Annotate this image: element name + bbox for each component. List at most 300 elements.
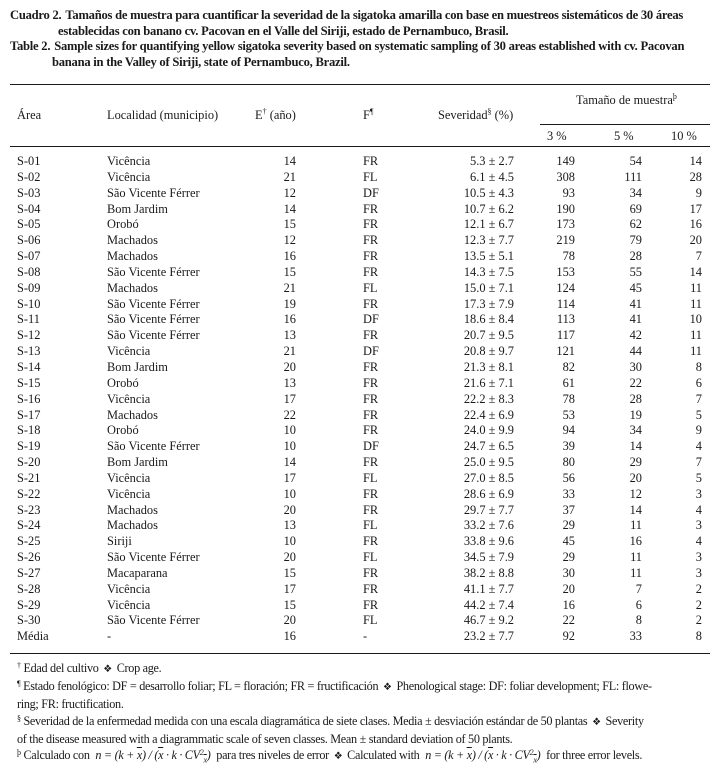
cell-age: 17 [283, 581, 296, 596]
cell-area: S-18 [17, 423, 41, 438]
cell-n3: 93 [562, 185, 575, 200]
header-sample-group: Tamaño de muestra$^þ$ [576, 92, 677, 107]
cell-locality: Machados [107, 233, 158, 248]
cell-locality: Machados [107, 249, 158, 264]
cell-area: S-17 [17, 407, 41, 422]
cell-locality: Vicência [107, 391, 151, 406]
cell-n3: 124 [556, 280, 575, 295]
table-row [0, 249, 716, 265]
cell-age: 10 [283, 534, 296, 549]
cell-locality: Bom Jardim [107, 359, 168, 374]
diamond-separator-icon: ❖ [592, 716, 601, 728]
cell-area: S-21 [17, 470, 41, 485]
sample-size-formula: $n = (k + \overline{x}) / (\overline{x} \cdot k \cdot CV^2_{\overline{x}})$ [425, 748, 541, 765]
cell-n10: 11 [690, 296, 702, 311]
cell-n5: 69 [629, 201, 642, 216]
cell-locality: São Vicente Férrer [107, 312, 200, 327]
cell-n3: 94 [562, 423, 575, 438]
section-mark: § [487, 107, 492, 116]
cell-area: S-22 [17, 486, 41, 501]
table-row [0, 582, 716, 598]
cell-age: 19 [283, 296, 296, 311]
cell-n5: 41 [629, 312, 642, 327]
cell-age: 10 [283, 439, 296, 454]
cell-n10: 4 [695, 502, 702, 517]
cell-severity: 20.7 ± 9.5 [463, 328, 514, 343]
cell-n5: 19 [629, 407, 642, 422]
cell-n10: 7 [695, 455, 702, 470]
cell-n3: 39 [562, 439, 575, 454]
table-row-mean [0, 629, 716, 645]
table-caption [10, 8, 710, 70]
cell-locality: Vicência [107, 154, 151, 168]
cell-locality: Orobó [107, 423, 139, 438]
cell-severity: 41.1 ± 7.7 [463, 581, 514, 596]
cell-severity: 27.0 ± 8.5 [463, 470, 514, 485]
cell-n5: 28 [629, 391, 642, 406]
cell-age: 20 [283, 502, 296, 517]
cell-locality: São Vicente Férrer [107, 550, 200, 565]
table-row [0, 487, 716, 503]
cell-severity: 28.6 ± 6.9 [463, 486, 514, 501]
cell-n5: 111 [624, 169, 642, 184]
cell-stage: FR [363, 233, 379, 248]
cell-severity: 6.1 ± 4.5 [470, 169, 514, 184]
cell-stage: FR [363, 249, 379, 264]
cell-severity: 25.0 ± 9.5 [463, 455, 514, 470]
caption-spanish [10, 8, 710, 39]
cell-age: 21 [283, 169, 296, 184]
cell-stage: FL [363, 169, 378, 184]
cell-n10: 7 [695, 249, 702, 264]
caption-es-label: Cuadro 2. [10, 8, 62, 22]
cell-severity: 12.3 ± 7.7 [463, 233, 514, 248]
cell-locality: Bom Jardim [107, 201, 168, 216]
cell-n10: 8 [695, 629, 702, 644]
cell-severity: 22.2 ± 8.3 [463, 391, 514, 406]
cell-n3: 22 [562, 613, 575, 628]
cell-severity: 38.2 ± 8.8 [463, 565, 514, 580]
cell-n10: 3 [695, 565, 702, 580]
cell-severity: 34.5 ± 7.9 [463, 550, 514, 565]
footnote-severity: § Severidad de la enfermedad medida con una escala diagramática de siete clases. Media ± desviación estándar de 50 plantas ❖ Severity of the disease measured with a diagrammatic scale of seven classes. Mean ± standard deviation of 50 plants. [17, 713, 644, 746]
cell-area: S-16 [17, 391, 41, 406]
cell-n10: 10 [689, 312, 702, 327]
cell-n10: 11 [690, 280, 702, 295]
cell-severity: 44.2 ± 7.4 [463, 597, 514, 612]
cell-n5: 34 [629, 423, 642, 438]
cell-n3: 190 [556, 201, 575, 216]
cell-age: 13 [283, 375, 296, 390]
cell-n5: 54 [629, 154, 642, 168]
cell-locality: São Vicente Férrer [107, 185, 200, 200]
cell-n5: 11 [630, 518, 642, 533]
cell-age: 20 [283, 550, 296, 565]
caption-english [10, 39, 710, 70]
cell-n3: 45 [562, 534, 575, 549]
cell-age: 16 [283, 312, 296, 327]
cell-age: 17 [283, 470, 296, 485]
header-age: E† (año) [255, 107, 296, 122]
cell-n10: 2 [695, 613, 702, 628]
cell-stage: - [363, 629, 368, 644]
cell-area: S-19 [17, 439, 41, 454]
cell-age: 17 [283, 391, 296, 406]
cell-stage: FR [363, 296, 379, 311]
cell-n3: 16 [562, 597, 575, 612]
cell-n3: 29 [562, 518, 575, 533]
cell-stage: DF [363, 185, 379, 200]
cell-n10: 4 [695, 534, 702, 549]
table-row [0, 186, 716, 202]
cell-area: S-20 [17, 455, 41, 470]
table-top-rule [10, 84, 710, 85]
cell-n3: 37 [562, 502, 575, 517]
footnote-stage: ¶ Estado fenológico: DF = desarrollo foliar; FL = floración; FR = fructificación ❖ Phenological stage: DF: foliar development; FL: flowe- ring; FR: fructification. [17, 679, 652, 712]
cell-n3: 53 [562, 407, 575, 422]
cell-area: S-10 [17, 296, 41, 311]
cell-area: S-29 [17, 597, 41, 612]
cell-n3: 219 [556, 233, 575, 248]
header-n5: 5 % [614, 129, 634, 143]
cell-locality: Vicência [107, 169, 151, 184]
cell-n10: 11 [690, 344, 702, 359]
cell-n5: 6 [635, 597, 642, 612]
cell-area: S-03 [17, 185, 41, 200]
cell-n10: 2 [695, 597, 702, 612]
header-locality: Localidad (municipio) [107, 108, 219, 122]
table-row [0, 439, 716, 455]
cell-stage: FR [363, 502, 379, 517]
cell-area: S-30 [17, 613, 41, 628]
cell-age: 15 [283, 264, 296, 279]
cell-n10: 17 [689, 201, 702, 216]
table-row [0, 312, 716, 328]
header-severity: Severidad§ (%) [438, 107, 514, 122]
cell-age: 16 [283, 249, 296, 264]
cell-n3: 121 [556, 344, 575, 359]
cell-area: Média [17, 629, 49, 644]
table-row [0, 550, 716, 566]
cell-age: 20 [283, 359, 296, 374]
header-area: Área [17, 108, 42, 122]
cell-area: S-14 [17, 359, 41, 374]
cell-n5: 42 [629, 328, 642, 343]
cell-stage: FR [363, 455, 379, 470]
pilcrow-mark: ¶ [369, 107, 374, 116]
table-row [0, 328, 716, 344]
cell-n3: 173 [556, 217, 575, 232]
cell-severity: 10.5 ± 4.3 [463, 185, 514, 200]
footnote-sample: $^þ$ Calculado con $n = (k + \overline{x}) / (\overline{x} \cdot k \cdot CV^2_{\overline{x}})$ para tres niveles de error ❖ Calculated with $n = (k + \overline{x}) / (\overline{x} \cdot k \cdot CV^2_{\overline{x}})$ for three error levels. [17, 748, 643, 765]
cell-severity: 29.7 ± 7.7 [463, 502, 514, 517]
cell-n10: 11 [690, 328, 702, 343]
cell-age: 10 [283, 486, 296, 501]
cell-severity: 15.0 ± 7.1 [463, 280, 514, 295]
cell-n10: 9 [695, 185, 702, 200]
cell-stage: FR [363, 534, 379, 549]
cell-n5: 14 [629, 439, 642, 454]
table-row [0, 154, 716, 170]
cell-locality: São Vicente Férrer [107, 264, 200, 279]
cell-severity: 33.2 ± 7.6 [463, 518, 514, 533]
cell-n3: 30 [562, 565, 575, 580]
cell-severity: 22.4 ± 6.9 [463, 407, 514, 422]
cell-n5: 55 [629, 264, 642, 279]
cell-n3: 20 [562, 581, 575, 596]
table-row [0, 518, 716, 534]
cell-locality: Vicência [107, 581, 151, 596]
cell-n10: 6 [695, 375, 702, 390]
cell-stage: DF [363, 344, 379, 359]
cell-stage: FR [363, 486, 379, 501]
cell-n3: 149 [556, 154, 575, 168]
cell-area: S-26 [17, 550, 41, 565]
cell-stage: FR [363, 565, 379, 580]
table-row [0, 503, 716, 519]
cell-locality: São Vicente Férrer [107, 613, 200, 628]
cell-age: 14 [283, 201, 296, 216]
table-row [0, 281, 716, 297]
cell-area: S-09 [17, 280, 41, 295]
table-row [0, 217, 716, 233]
cell-n10: 5 [695, 407, 702, 422]
sample-group-rule [540, 124, 710, 125]
cell-locality: - [107, 629, 112, 644]
cell-area: S-13 [17, 344, 41, 359]
cell-severity: 14.3 ± 7.5 [463, 264, 514, 279]
cell-n5: 8 [635, 613, 642, 628]
cell-severity: 18.6 ± 8.4 [463, 312, 514, 327]
cell-locality: Machados [107, 502, 158, 517]
cell-n10: 28 [689, 169, 702, 184]
cell-locality: Orobó [107, 375, 139, 390]
cell-n3: 117 [556, 328, 575, 343]
cell-stage: FR [363, 201, 379, 216]
table-row [0, 297, 716, 313]
cell-severity: 12.1 ± 6.7 [463, 217, 514, 232]
table-row [0, 265, 716, 281]
cell-n3: 82 [562, 359, 575, 374]
cell-stage: FR [363, 217, 379, 232]
cell-n5: 14 [629, 502, 642, 517]
cell-age: 15 [283, 217, 296, 232]
cell-n10: 3 [695, 518, 702, 533]
table-bottom-rule [10, 653, 710, 654]
cell-n10: 14 [689, 154, 702, 168]
cell-locality: Vicência [107, 470, 151, 485]
cell-stage: FL [363, 280, 378, 295]
cell-n5: 22 [629, 375, 642, 390]
cell-n3: 80 [562, 455, 575, 470]
table-row [0, 534, 716, 550]
cell-locality: Bom Jardim [107, 455, 168, 470]
cell-area: S-15 [17, 375, 41, 390]
cell-area: S-04 [17, 201, 41, 216]
cell-n3: 33 [562, 486, 575, 501]
cell-n5: 28 [629, 249, 642, 264]
header-n3: 3 % [547, 129, 567, 143]
cell-severity: 5.3 ± 2.7 [470, 154, 514, 168]
cell-n3: 153 [556, 264, 575, 279]
cell-stage: DF [363, 312, 379, 327]
caption-en-text-cont: banana in the Valley of Siriji, state of Pernambuco, Brazil. [52, 54, 350, 69]
caption-es-text-cont: establecidas con banano cv. Pacovan en el Valle del Siriji, estado de Pernambuco, Brasil. [58, 23, 509, 38]
cell-age: 16 [283, 629, 296, 644]
table-row [0, 566, 716, 582]
cell-severity: 13.5 ± 5.1 [463, 249, 514, 264]
cell-n5: 41 [629, 296, 642, 311]
cell-locality: Vicência [107, 597, 151, 612]
cell-stage: FR [363, 423, 379, 438]
cell-n5: 34 [629, 185, 642, 200]
table-body [0, 154, 716, 645]
cell-n5: 7 [635, 581, 642, 596]
cell-area: S-06 [17, 233, 41, 248]
cell-n10: 20 [689, 233, 702, 248]
cell-n3: 92 [562, 629, 575, 644]
cell-area: S-27 [17, 565, 41, 580]
cell-locality: Vicência [107, 486, 151, 501]
cell-n5: 16 [629, 534, 642, 549]
cell-locality: Machados [107, 518, 158, 533]
cell-age: 21 [283, 280, 296, 295]
cell-severity: 21.6 ± 7.1 [463, 375, 514, 390]
cell-area: S-28 [17, 581, 41, 596]
cell-age: 12 [283, 185, 296, 200]
cell-stage: FL [363, 518, 378, 533]
cell-stage: DF [363, 439, 379, 454]
cell-n5: 45 [629, 280, 642, 295]
cell-severity: 17.3 ± 7.9 [463, 296, 514, 311]
cell-stage: FR [363, 359, 379, 374]
cell-n5: 79 [629, 233, 642, 248]
cell-stage: FR [363, 375, 379, 390]
cell-stage: FR [363, 581, 379, 596]
header-n10: 10 % [671, 129, 697, 143]
cell-n5: 62 [629, 217, 642, 232]
thorn-mark: þ [672, 92, 677, 101]
cell-area: S-24 [17, 518, 41, 533]
cell-age: 21 [283, 344, 296, 359]
cell-n5: 11 [630, 550, 642, 565]
cell-area: S-08 [17, 264, 41, 279]
cell-n10: 2 [695, 581, 702, 596]
cell-n5: 29 [629, 455, 642, 470]
sample-size-formula: $n = (k + \overline{x}) / (\overline{x} \cdot k \cdot CV^2_{\overline{x}})$ [95, 748, 211, 765]
dagger-mark: † [262, 107, 267, 116]
cell-severity: 24.7 ± 6.5 [463, 439, 514, 454]
table-row [0, 408, 716, 424]
table-row [0, 360, 716, 376]
cell-age: 22 [283, 407, 296, 422]
cell-age: 15 [283, 597, 296, 612]
table-row [0, 344, 716, 360]
cell-age: 20 [283, 613, 296, 628]
table-row [0, 471, 716, 487]
caption-es-text: Tamaños de muestra para cuantificar la severidad de la sigatoka amarilla con base en muestreos sistemáticos de 30 áreas [65, 8, 684, 22]
cell-area: S-12 [17, 328, 41, 343]
cell-age: 15 [283, 565, 296, 580]
cell-severity: 24.0 ± 9.9 [463, 423, 514, 438]
cell-n3: 78 [562, 391, 575, 406]
cell-locality: São Vicente Férrer [107, 296, 200, 311]
cell-area: S-01 [17, 154, 41, 168]
cell-n10: 4 [695, 439, 702, 454]
cell-locality: Machados [107, 280, 158, 295]
cell-n5: 44 [629, 344, 642, 359]
cell-n10: 16 [689, 217, 702, 232]
diamond-separator-icon: ❖ [103, 664, 112, 675]
cell-n3: 29 [562, 550, 575, 565]
cell-n5: 33 [629, 629, 642, 644]
cell-age: 14 [283, 455, 296, 470]
cell-stage: FR [363, 597, 379, 612]
cell-severity: 21.3 ± 8.1 [463, 359, 514, 374]
cell-n5: 12 [629, 486, 642, 501]
cell-age: 13 [283, 328, 296, 343]
table-row [0, 233, 716, 249]
footnote-age: † Edad del cultivo ❖ Crop age. [17, 661, 162, 675]
cell-severity: 10.7 ± 6.2 [463, 201, 514, 216]
cell-stage: FL [363, 470, 378, 485]
cell-age: 10 [283, 423, 296, 438]
footnotes [17, 660, 713, 769]
cell-area: S-23 [17, 502, 41, 517]
table-row [0, 598, 716, 614]
cell-severity: 20.8 ± 9.7 [463, 344, 514, 359]
cell-n10: 14 [689, 264, 702, 279]
cell-n5: 20 [629, 470, 642, 485]
header-bottom-rule [10, 146, 710, 147]
cell-locality: Vicência [107, 344, 151, 359]
cell-stage: FR [363, 264, 379, 279]
cell-locality: Machados [107, 407, 158, 422]
cell-stage: FL [363, 613, 378, 628]
cell-n10: 7 [695, 391, 702, 406]
cell-locality: Siriji [107, 534, 132, 549]
cell-stage: FR [363, 391, 379, 406]
cell-severity: 46.7 ± 9.2 [463, 613, 514, 628]
cell-locality: São Vicente Férrer [107, 328, 200, 343]
table-row [0, 613, 716, 629]
cell-age: 12 [283, 233, 296, 248]
cell-stage: FR [363, 154, 379, 168]
cell-stage: FL [363, 550, 378, 565]
table-row [0, 202, 716, 218]
cell-n10: 9 [695, 423, 702, 438]
table-row [0, 455, 716, 471]
cell-locality: Macaparana [107, 565, 168, 580]
diamond-separator-icon: ❖ [333, 751, 343, 763]
cell-n3: 56 [562, 470, 575, 485]
cell-n5: 30 [629, 359, 642, 374]
cell-area: S-11 [17, 312, 40, 327]
cell-n10: 3 [695, 550, 702, 565]
cell-n3: 78 [562, 249, 575, 264]
cell-n10: 8 [695, 359, 702, 374]
cell-n10: 5 [695, 470, 702, 485]
cell-stage: FR [363, 328, 379, 343]
cell-severity: 33.8 ± 9.6 [463, 534, 514, 549]
cell-area: S-05 [17, 217, 41, 232]
cell-n3: 114 [556, 296, 575, 311]
cell-severity: 23.2 ± 7.7 [463, 629, 514, 644]
cell-n10: 3 [695, 486, 702, 501]
caption-en-label: Table 2. [10, 39, 51, 53]
header-stage: F¶ [363, 107, 374, 122]
table-row [0, 170, 716, 186]
